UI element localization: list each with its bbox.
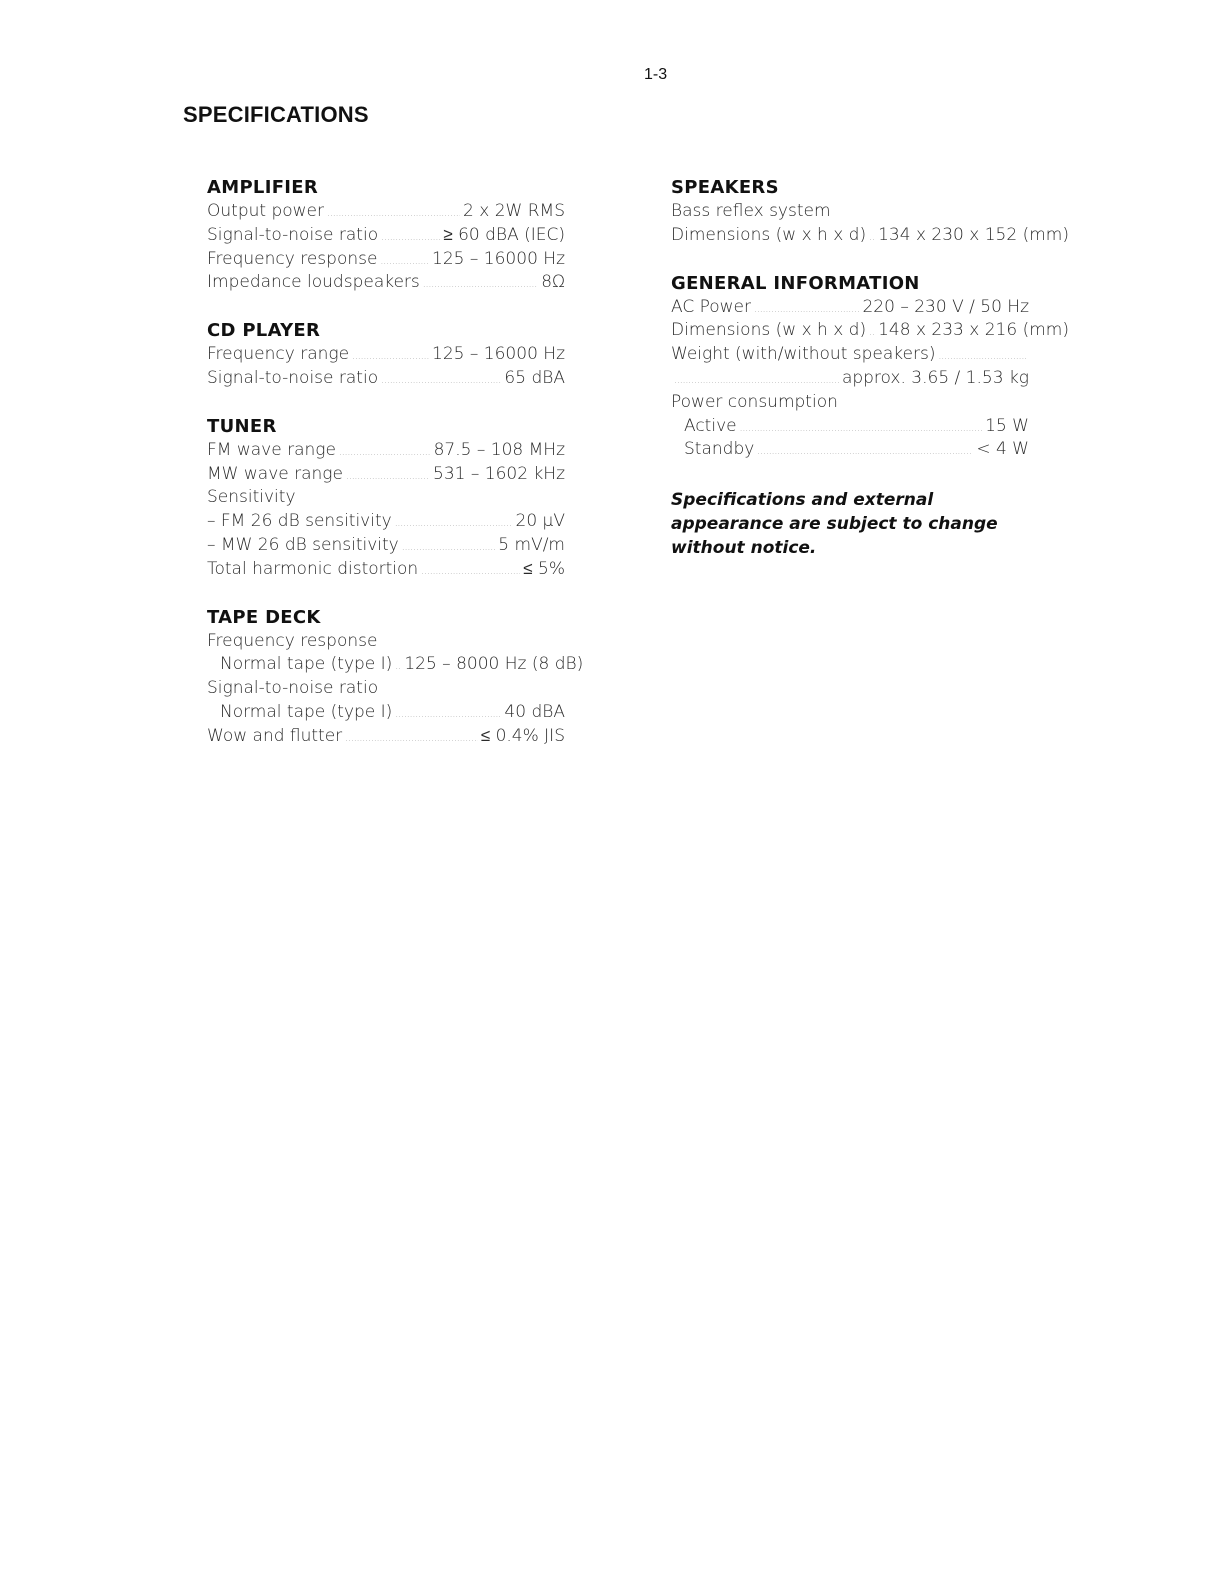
- spec-row: [207, 510, 565, 534]
- page-number: 1-3: [644, 66, 668, 83]
- tape-deck-section: [207, 606, 584, 749]
- spec-value: 531 – 1602 kHz: [433, 463, 565, 484]
- spec-label: Bass reflex system: [671, 201, 831, 221]
- spec-value: ≥ 60 dBA (IEC): [443, 224, 565, 245]
- spec-row: [671, 343, 1029, 367]
- section-heading: TAPE DECK: [207, 606, 321, 628]
- spec-row: [207, 701, 565, 725]
- spec-label: Normal tape (type I): [220, 654, 393, 675]
- spec-label: Dimensions (w x h x d): [671, 320, 867, 341]
- dot-leader: [423, 274, 538, 298]
- spec-label: Total harmonic distortion: [207, 558, 419, 579]
- spec-label: AC Power: [671, 296, 752, 317]
- section-heading: GENERAL INFORMATION: [671, 272, 920, 294]
- spec-row: [207, 367, 565, 391]
- spec-row: [207, 725, 565, 749]
- spec-label: Dimensions (w x h x d): [671, 224, 867, 245]
- spec-label: Wow and flutter: [207, 725, 343, 746]
- dot-leader: [345, 728, 478, 752]
- spec-label: Power consumption: [671, 391, 838, 412]
- spec-label: Signal-to-noise ratio: [207, 678, 379, 699]
- dot-leader: [421, 561, 520, 585]
- spec-value: 134 x 230 x 152 (mm): [878, 224, 1069, 245]
- spec-value: 65 dBA: [504, 367, 565, 388]
- spec-value: 125 – 16000 Hz: [432, 344, 565, 365]
- spec-label: Frequency response: [207, 248, 378, 269]
- spec-label: FM wave range: [207, 439, 336, 460]
- spec-value: ≤ 5%: [523, 558, 565, 579]
- spec-label: Signal-to-noise ratio: [207, 367, 379, 388]
- spec-row: [671, 224, 1069, 248]
- spec-row: [207, 534, 565, 558]
- spec-label: – MW 26 dB sensitivity: [207, 534, 399, 555]
- spec-label: Active: [684, 415, 737, 436]
- spec-row: [207, 439, 565, 463]
- spec-row: [207, 463, 565, 487]
- amplifier-section: [207, 176, 565, 295]
- dot-leader: [869, 227, 875, 251]
- spec-label: Normal tape (type I): [220, 701, 393, 722]
- spec-value: 87.5 – 108 MHz: [433, 439, 565, 460]
- spec-value: 15 W: [985, 415, 1029, 436]
- spec-value: 2 x 2W RMS: [463, 201, 565, 221]
- spec-row: [207, 630, 565, 654]
- spec-label: Frequency range: [207, 344, 350, 365]
- spec-row: [207, 653, 584, 677]
- spec-value: 125 – 8000 Hz (8 dB): [404, 654, 584, 675]
- spec-value: < 4 W: [976, 439, 1029, 460]
- spec-row: [671, 367, 1029, 391]
- spec-row: [671, 438, 1029, 462]
- spec-value: 220 – 230 V / 50 Hz: [862, 296, 1029, 317]
- spec-label: Signal-to-noise ratio: [207, 224, 379, 245]
- spec-row: [207, 224, 565, 248]
- spec-row: [671, 296, 1029, 320]
- spec-value: 5 mV/m: [498, 534, 565, 555]
- spec-label: MW wave range: [207, 463, 343, 484]
- spec-row: [671, 391, 1029, 415]
- spec-row: [671, 200, 1029, 224]
- section-heading: CD PLAYER: [207, 320, 321, 342]
- spec-row: [207, 677, 565, 701]
- spec-row: [207, 558, 565, 582]
- spec-row: [207, 271, 565, 295]
- spec-value: 125 – 16000 Hz: [432, 248, 565, 269]
- tuner-section: [207, 415, 565, 582]
- dot-leader: [395, 513, 513, 537]
- spec-label: Standby: [684, 439, 755, 460]
- spec-value: 8Ω: [541, 272, 565, 293]
- spec-row: [207, 343, 565, 367]
- spec-value: ≤ 0.4% JIS: [480, 725, 565, 746]
- spec-row: [671, 415, 1029, 439]
- spec-value: 148 x 233 x 216 (mm): [878, 320, 1069, 341]
- spec-value: approx. 3.65 / 1.53 kg: [841, 367, 1029, 388]
- spec-value: 20 µV: [515, 511, 565, 532]
- section-heading: TUNER: [207, 415, 277, 437]
- spec-value: 40 dBA: [504, 701, 565, 722]
- spec-label: Output power: [207, 201, 324, 221]
- spec-label: – FM 26 dB sensitivity: [207, 511, 392, 532]
- dot-leader: [339, 442, 431, 466]
- spec-label: Weight (with/without speakers): [671, 344, 936, 365]
- right-column: [671, 176, 1069, 560]
- left-column: [207, 176, 584, 773]
- spec-row: [207, 248, 565, 272]
- spec-row: [207, 200, 565, 224]
- section-heading: SPEAKERS: [671, 177, 779, 198]
- dot-leader: [740, 418, 983, 442]
- section-heading: AMPLIFIER: [207, 177, 319, 198]
- dot-leader: [757, 441, 973, 465]
- page-title: SPECIFICATIONS: [183, 102, 369, 127]
- change-notice: Specifications and external appearance are subject to change without notice.: [671, 490, 998, 559]
- general-information-section: [671, 272, 1069, 463]
- spec-row: [207, 486, 565, 510]
- spec-label: Sensitivity: [207, 487, 296, 508]
- speakers-section: [671, 176, 1069, 248]
- spec-label: Frequency response: [207, 630, 378, 651]
- spec-label: Impedance loudspeakers: [207, 272, 420, 293]
- dot-leader: [381, 370, 501, 394]
- spec-row: [671, 319, 1069, 343]
- cd-player-section: [207, 319, 565, 391]
